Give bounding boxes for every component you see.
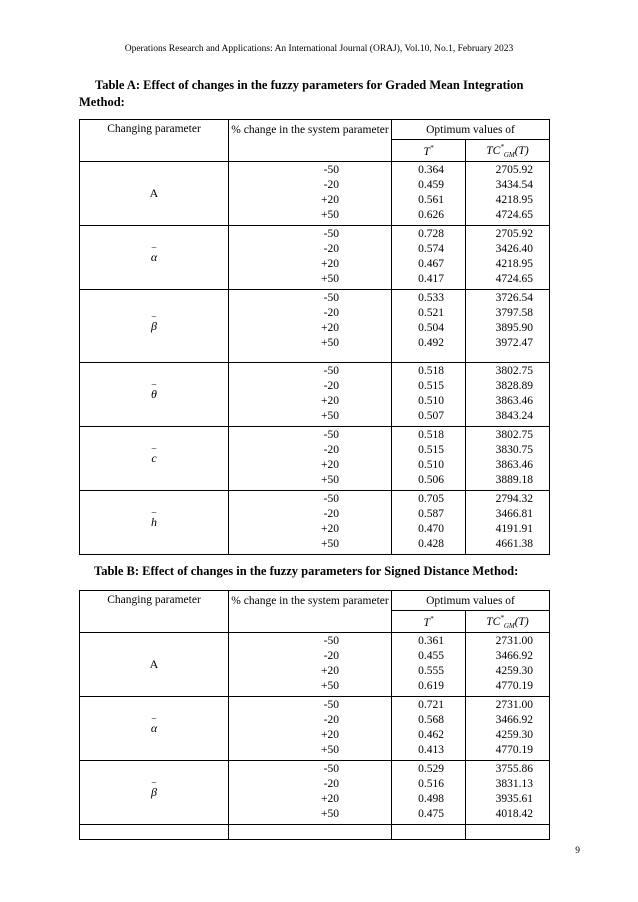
tc-cell bbox=[466, 290, 550, 363]
pct-value: -50 bbox=[323, 493, 339, 505]
tc-value: 3802.75 bbox=[495, 365, 533, 377]
pct-value: -50 bbox=[323, 292, 339, 304]
t-value: 0.516 bbox=[418, 778, 444, 790]
tc-value: 4218.95 bbox=[495, 194, 533, 206]
pct-value: -50 bbox=[323, 164, 339, 176]
tc-cell bbox=[466, 633, 550, 697]
pct-value: +50 bbox=[321, 273, 339, 285]
pct-cell bbox=[229, 697, 392, 761]
col-header-pct: % change in the system parameter bbox=[229, 120, 392, 162]
pct-value: -20 bbox=[323, 444, 339, 456]
t-cell bbox=[392, 761, 466, 825]
t-value: 0.561 bbox=[418, 194, 444, 206]
table-row bbox=[80, 363, 550, 427]
param-bar: – bbox=[151, 777, 157, 787]
tc-value: 4770.19 bbox=[495, 680, 533, 692]
param-cell bbox=[80, 290, 229, 363]
pct-cell bbox=[229, 491, 392, 555]
param-text: c bbox=[151, 451, 157, 465]
tc-value: 3434.54 bbox=[495, 179, 533, 191]
t-value: 0.619 bbox=[418, 680, 444, 692]
pct-value: +20 bbox=[321, 729, 339, 741]
param-cell bbox=[80, 427, 229, 491]
tc-cell bbox=[466, 427, 550, 491]
tc-cell bbox=[466, 363, 550, 427]
t-value: 0.626 bbox=[418, 209, 444, 221]
t-value: 0.467 bbox=[418, 258, 444, 270]
t-value: 0.587 bbox=[418, 508, 444, 520]
t-cell bbox=[392, 697, 466, 761]
pct-value: -50 bbox=[323, 763, 339, 775]
table-row bbox=[80, 290, 550, 363]
t-value: 0.529 bbox=[418, 763, 444, 775]
table-row bbox=[80, 491, 550, 555]
t-value: 0.705 bbox=[418, 493, 444, 505]
pct-value: -50 bbox=[323, 699, 339, 711]
tc-value: 2705.92 bbox=[495, 164, 533, 176]
param-text: α bbox=[150, 721, 158, 735]
t-value: 0.364 bbox=[418, 164, 444, 176]
tc-cell bbox=[466, 162, 550, 226]
param-text: A bbox=[149, 186, 159, 200]
param-symbol bbox=[150, 186, 159, 201]
tc-value: 2731.00 bbox=[495, 699, 533, 711]
tc-value: 3830.75 bbox=[495, 444, 533, 456]
tc-value: 2705.92 bbox=[495, 228, 533, 240]
journal-header: Operations Research and Applications: An International Journal (ORAJ), Vol.10, No.1, February 2023 bbox=[124, 44, 514, 54]
pct-value: -20 bbox=[323, 714, 339, 726]
pct-value: +50 bbox=[321, 410, 339, 422]
t-value: 0.555 bbox=[418, 665, 444, 677]
param-bar: – bbox=[151, 443, 157, 453]
t-value: 0.475 bbox=[418, 808, 444, 820]
table-row bbox=[80, 633, 550, 697]
table-b bbox=[79, 590, 550, 840]
t-value: 0.568 bbox=[418, 714, 444, 726]
pct-cell bbox=[229, 162, 392, 226]
param-symbol bbox=[151, 379, 157, 402]
table-row bbox=[80, 697, 550, 761]
t-value: 0.721 bbox=[418, 699, 444, 711]
param-symbol bbox=[150, 242, 158, 265]
col-header-optimum: Optimum values of bbox=[392, 591, 550, 611]
tc-value: 4661.38 bbox=[495, 538, 533, 550]
tc-value: 3802.75 bbox=[495, 429, 533, 441]
header-row bbox=[80, 120, 550, 140]
tc-cell bbox=[466, 491, 550, 555]
tc-value: 3797.58 bbox=[495, 307, 533, 319]
pct-cell bbox=[229, 761, 392, 825]
param-bar: – bbox=[151, 310, 157, 321]
symbol-t: T* bbox=[392, 611, 466, 633]
param-text: h bbox=[151, 515, 157, 529]
param-symbol bbox=[151, 443, 157, 466]
param-text: A bbox=[149, 657, 159, 671]
pct-value: +20 bbox=[321, 793, 339, 805]
t-value: 0.504 bbox=[418, 322, 444, 334]
t-value: 0.417 bbox=[418, 273, 444, 285]
pct-value: +20 bbox=[321, 258, 339, 270]
pct-value: -20 bbox=[323, 650, 339, 662]
blank-row bbox=[80, 825, 550, 840]
pct-cell bbox=[229, 427, 392, 491]
t-value: 0.510 bbox=[418, 395, 444, 407]
tc-value: 3466.92 bbox=[495, 650, 533, 662]
table-a-body bbox=[80, 120, 550, 555]
t-value: 0.728 bbox=[418, 228, 444, 240]
param-bar: – bbox=[151, 713, 157, 723]
col-header-param: Changing parameter bbox=[80, 120, 229, 162]
tc-cell bbox=[466, 226, 550, 290]
pct-value: +20 bbox=[321, 322, 339, 334]
pct-value: -50 bbox=[323, 228, 339, 240]
tc-value: 3466.92 bbox=[495, 714, 533, 726]
t-value: 0.515 bbox=[418, 444, 444, 456]
param-symbol bbox=[150, 713, 158, 736]
pct-value: -20 bbox=[323, 179, 339, 191]
table-row bbox=[80, 761, 550, 825]
t-value: 0.428 bbox=[418, 538, 444, 550]
pct-value: -20 bbox=[323, 380, 339, 392]
t-value: 0.455 bbox=[418, 650, 444, 662]
tc-cell bbox=[466, 697, 550, 761]
tc-value: 4218.95 bbox=[495, 258, 533, 270]
param-cell bbox=[80, 633, 229, 697]
t-value: 0.498 bbox=[418, 793, 444, 805]
pct-value: +20 bbox=[321, 395, 339, 407]
t-value: 0.361 bbox=[418, 635, 444, 647]
pct-value: +50 bbox=[321, 680, 339, 692]
tc-value: 3755.86 bbox=[495, 763, 533, 775]
param-symbol bbox=[151, 777, 157, 800]
t-value: 0.518 bbox=[418, 365, 444, 377]
t-cell bbox=[392, 162, 466, 226]
tc-value: 2731.00 bbox=[495, 635, 533, 647]
t-value: 0.533 bbox=[418, 292, 444, 304]
t-value: 0.510 bbox=[418, 459, 444, 471]
tc-value: 4724.65 bbox=[495, 273, 533, 285]
t-cell bbox=[392, 633, 466, 697]
t-value: 0.521 bbox=[418, 307, 444, 319]
tc-value: 3972.47 bbox=[495, 337, 533, 349]
t-value: 0.492 bbox=[418, 337, 444, 349]
param-symbol bbox=[150, 657, 159, 672]
param-text: β bbox=[151, 318, 157, 333]
tc-value: 3935.61 bbox=[495, 793, 533, 805]
pct-value: +50 bbox=[321, 538, 339, 550]
tc-value: 4724.65 bbox=[495, 209, 533, 221]
pct-cell bbox=[229, 633, 392, 697]
pct-value: -50 bbox=[323, 635, 339, 647]
tc-value: 4259.30 bbox=[495, 729, 533, 741]
pct-value: +20 bbox=[321, 194, 339, 206]
table-row bbox=[80, 226, 550, 290]
param-symbol bbox=[151, 310, 157, 334]
tc-value: 3726.54 bbox=[495, 292, 533, 304]
param-cell bbox=[80, 363, 229, 427]
tc-value: 3889.18 bbox=[495, 474, 533, 486]
param-cell bbox=[80, 761, 229, 825]
table-row bbox=[80, 162, 550, 226]
symbol-tc: $TC^*_{GM}(T)$ bbox=[466, 611, 550, 633]
pct-value: -20 bbox=[323, 508, 339, 520]
pct-value: +50 bbox=[321, 337, 339, 349]
t-value: 0.574 bbox=[418, 243, 444, 255]
t-value: 0.470 bbox=[418, 523, 444, 535]
t-value: 0.413 bbox=[418, 744, 444, 756]
t-cell bbox=[392, 226, 466, 290]
symbol-tc: $TC^*_{GM}(T)$ bbox=[466, 140, 550, 162]
param-cell bbox=[80, 226, 229, 290]
tc-value: 3828.89 bbox=[495, 380, 533, 392]
tc-value: 3831.13 bbox=[495, 778, 533, 790]
pct-value: +20 bbox=[321, 459, 339, 471]
pct-value: +20 bbox=[321, 523, 339, 535]
blank-cell bbox=[392, 825, 466, 840]
param-symbol bbox=[151, 507, 157, 530]
tc-value: 4018.42 bbox=[495, 808, 533, 820]
t-cell bbox=[392, 427, 466, 491]
table-b-body bbox=[80, 591, 550, 840]
symbol-t: T* bbox=[392, 140, 466, 162]
param-text: α bbox=[150, 250, 158, 264]
tc-value: 3843.24 bbox=[495, 410, 533, 422]
tc-value: 3863.46 bbox=[495, 459, 533, 471]
pct-cell bbox=[229, 363, 392, 427]
t-cell bbox=[392, 290, 466, 363]
param-bar: – bbox=[151, 379, 157, 389]
header-row bbox=[80, 591, 550, 611]
pct-value: -20 bbox=[323, 307, 339, 319]
tc-value: 3426.40 bbox=[495, 243, 533, 255]
pct-cell bbox=[229, 226, 392, 290]
param-text: θ bbox=[151, 387, 157, 401]
t-value: 0.462 bbox=[418, 729, 444, 741]
table-a-caption: Table A: Effect of changes in the fuzzy parameters for Graded Mean Integration Method: bbox=[79, 78, 524, 109]
param-cell bbox=[80, 697, 229, 761]
param-text: β bbox=[151, 785, 157, 799]
blank-cell bbox=[466, 825, 550, 840]
tc-value: 3466.81 bbox=[495, 508, 533, 520]
t-value: 0.518 bbox=[418, 429, 444, 441]
tc-value: 4191.91 bbox=[495, 523, 533, 535]
col-header-pct: % change in the system parameter bbox=[229, 591, 392, 633]
pct-value: +50 bbox=[321, 209, 339, 221]
pct-value: -20 bbox=[323, 778, 339, 790]
pct-cell bbox=[229, 290, 392, 363]
param-cell bbox=[80, 162, 229, 226]
col-header-optimum: Optimum values of bbox=[392, 120, 550, 140]
pct-value: +50 bbox=[321, 744, 339, 756]
param-bar: – bbox=[151, 242, 157, 252]
table-row bbox=[80, 427, 550, 491]
col-header-param: Changing parameter bbox=[80, 591, 229, 633]
table-b-caption: Table B: Effect of changes in the fuzzy parameters for Signed Distance Method: bbox=[94, 564, 519, 578]
param-bar: – bbox=[151, 507, 157, 517]
tc-cell bbox=[466, 761, 550, 825]
tc-value: 4259.30 bbox=[495, 665, 533, 677]
t-value: 0.515 bbox=[418, 380, 444, 392]
pct-value: +50 bbox=[321, 808, 339, 820]
param-cell bbox=[80, 491, 229, 555]
table-a bbox=[79, 119, 550, 555]
page-number: 9 bbox=[575, 846, 580, 856]
pct-value: -50 bbox=[323, 365, 339, 377]
tc-value: 3863.46 bbox=[495, 395, 533, 407]
tc-value: 3895.90 bbox=[495, 322, 533, 334]
t-value: 0.506 bbox=[418, 474, 444, 486]
t-cell bbox=[392, 363, 466, 427]
pct-value: -20 bbox=[323, 243, 339, 255]
tc-value: 4770.19 bbox=[495, 744, 533, 756]
blank-cell bbox=[229, 825, 392, 840]
blank-cell bbox=[80, 825, 229, 840]
t-cell bbox=[392, 491, 466, 555]
pct-value: +20 bbox=[321, 665, 339, 677]
t-value: 0.507 bbox=[418, 410, 444, 422]
tc-value: 2794.32 bbox=[495, 493, 533, 505]
pct-value: +50 bbox=[321, 474, 339, 486]
pct-value: -50 bbox=[323, 429, 339, 441]
t-value: 0.459 bbox=[418, 179, 444, 191]
